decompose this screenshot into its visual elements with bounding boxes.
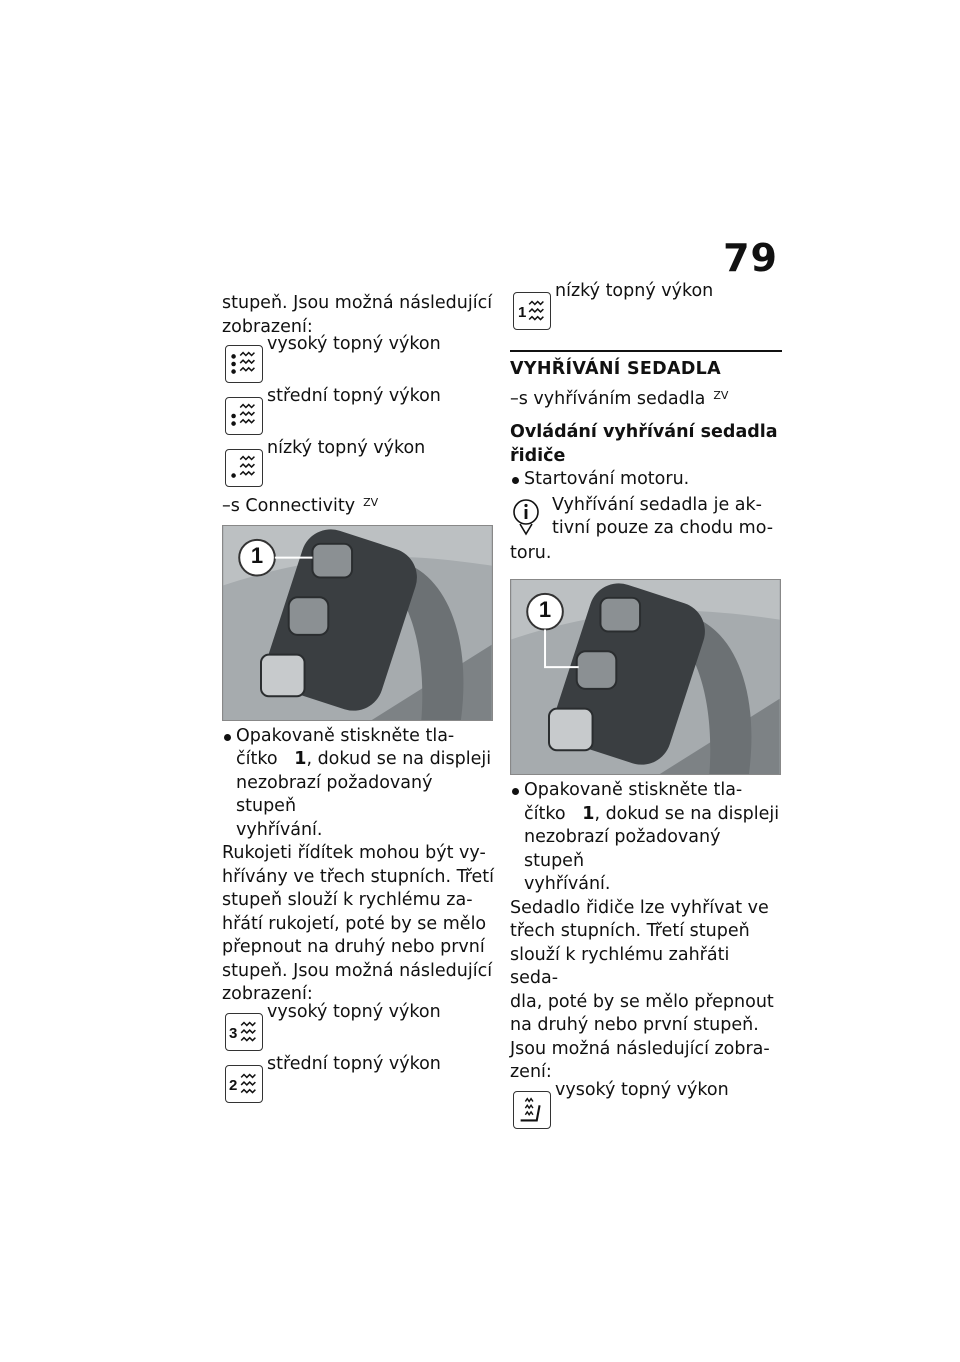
right-column — [510, 281, 782, 1131]
body-line: stupeň. Jsou možná následující — [222, 960, 493, 981]
connectivity-line — [222, 495, 497, 519]
heat-item-high — [222, 333, 497, 385]
bullet-start-engine: Startování motoru. — [510, 468, 782, 492]
info-icon — [510, 496, 542, 536]
heat-level-1-icon — [513, 292, 551, 330]
left-column — [222, 292, 497, 1105]
subheading-cont: řidiče — [510, 445, 566, 466]
body-line: Rukojeti řídítek mohou být vy- — [222, 843, 486, 863]
bullet-press-button: Opakovaně stiskněte tla- — [222, 725, 497, 749]
heat-item-low — [222, 437, 497, 489]
heat-level-2-icon — [225, 1065, 263, 1103]
bullet-continuation: vyhřívání. — [236, 819, 323, 840]
grip-heat-item-medium — [222, 1053, 497, 1105]
body-line: přepnout na druhý nebo první — [222, 937, 485, 957]
heat-item-label: střední topný výkon — [267, 386, 441, 406]
heat-item-label: vysoký topný výkon — [555, 1079, 729, 1100]
heat-3-dots-icon — [225, 345, 263, 383]
heat-2-dots-icon — [225, 397, 263, 435]
info-text-tail: toru. — [510, 542, 552, 563]
body-line: hřátí rukojetí, poté by se mělo — [222, 913, 487, 934]
body-line: zení: — [510, 1062, 552, 1082]
heat-item-label: střední topný výkon — [267, 1053, 441, 1074]
heat-level-3-icon — [225, 1013, 263, 1051]
heat-item-label: vysoký topný výkon — [267, 1001, 441, 1022]
seat-option-sup: ZV — [713, 388, 729, 402]
body-line: Sedadlo řidiče lze vyhřívat ve — [510, 897, 769, 918]
heat-item-label: vysoký topný výkon — [267, 334, 441, 354]
body-line: zobrazení: — [222, 984, 313, 1004]
connectivity-sup: ZV — [363, 496, 379, 509]
seat-heat-item-high — [510, 1079, 782, 1131]
photo-callout-number: 1 — [250, 542, 264, 568]
body-line: slouží k rychlému zahřáti seda- — [510, 944, 730, 988]
page-number: 79 — [723, 236, 778, 280]
seat-heat-icon — [513, 1091, 551, 1129]
intro-line-1: stupeň. Jsou možná následující — [222, 293, 493, 313]
heat-1-dot-icon — [225, 449, 263, 487]
heat-item-label: nízký topný výkon — [555, 281, 714, 301]
body-line: hřívány ve třech stupních. Třetí — [222, 866, 495, 887]
bullet-continuation: nezobrazí požadovaný stupeň — [524, 827, 721, 871]
heat-item-label: nízký topný výkon — [267, 438, 426, 458]
body-line: třech stupních. Třetí stupeň — [510, 921, 750, 941]
seat-heat-photo — [510, 579, 781, 775]
connectivity-label: –s Connectivity — [222, 496, 356, 516]
handlebar-photo — [222, 525, 493, 721]
intro-line-2: zobrazení: — [222, 316, 313, 337]
bullet-continuation: čítko 1, dokud se na displeji — [236, 749, 492, 769]
heat-level-number: 3 — [229, 1024, 238, 1042]
bullet-continuation: čítko 1, dokud se na displeji — [524, 803, 780, 824]
body-line: dla, poté by se mělo přepnout — [510, 991, 774, 1012]
grip-heat-item-high — [222, 1001, 497, 1053]
subheading: Ovládání vyhřívání sedadla — [510, 422, 778, 442]
photo-callout-number: 1 — [538, 597, 552, 622]
grip-heat-item-low — [510, 280, 782, 332]
heat-level-number: 2 — [229, 1076, 238, 1094]
section-title: VYHŘÍVÁNÍ SEDADLA — [510, 350, 782, 382]
body-line: na druhý nebo první stupeň. — [510, 1015, 759, 1035]
heat-item-medium — [222, 385, 497, 437]
body-line: stupeň slouží k rychlému za- — [222, 890, 473, 910]
bullet-press-button: Opakovaně stiskněte tla- — [510, 779, 782, 803]
info-note — [510, 494, 782, 542]
bullet-continuation: nezobrazí požadovaný stupeň — [236, 772, 433, 816]
bullet-continuation: vyhřívání. — [524, 874, 611, 894]
seat-option-line: –s vyhříváním sedadla $^{ZV}$ — [510, 388, 729, 409]
info-text: Vyhřívání sedadla je ak- tivní pouze za chodu mo- — [552, 494, 774, 538]
body-line: Jsou možná následující zobra- — [510, 1038, 770, 1059]
heat-level-number: 1 — [518, 304, 527, 321]
